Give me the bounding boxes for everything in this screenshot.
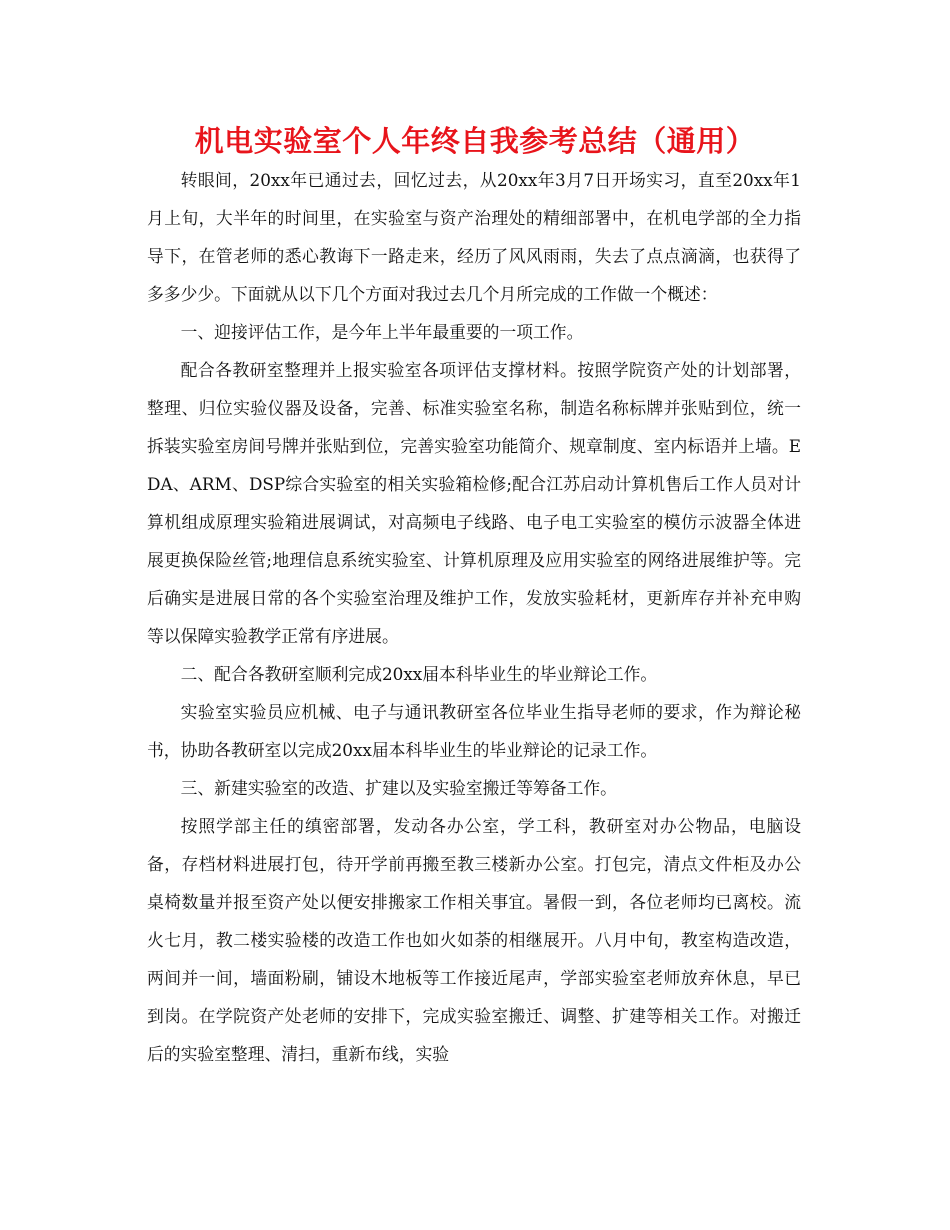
section-1-paragraph: 配合各教研室整理并上报实验室各项评估支撑材料。按照学院资产处的计划部署，整理、归位实验仪器及设备，完善、标准实验室名称，制造名称标牌并张贴到位，统一拆装实验室房间号牌并张贴到位，完善实验室功能简介、规章制度、室内标语并上墙。EDA、ARM、DSP综合实验室的相关实验箱检修;配合江苏启动计算机售后工作人员对计算机组成原理实验箱进展调试，对高频电子线路、电子电工实验室的模仿示波器全体进展更换保险丝管;地理信息系统实验室、计算机原理及应用实验室的网络进展维护等。完后确实是进展日常的各个实验室治理及维护工作，发放实验耗材，更新库存并补充申购等以保障实验教学正常有序进展。: [147, 360, 801, 646]
section-3-paragraph: 按照学部主任的缜密部署，发动各办公室，学工科，教研室对办公物品，电脑设备，存档材料进展打包，待开学前再搬至教三楼新办公室。打包完，清点文件柜及办公桌椅数量并报至资产处以便安排搬家工作相关事宜。暑假一到，各位老师均已离校。流火七月，教二楼实验楼的改造工作也如火如荼的相继展开。八月中旬，教室构造改造，两间并一间，墙面粉刷，铺设木地板等工作接近尾声，学部实验室老师放弃休息，早已到岗。在学院资产处老师的安排下，完成实验室搬迁、调整、扩建等相关工作。对搬迁后的实验室整理、清扫，重新布线，实验: [147, 816, 801, 1064]
section-heading-3: 三、新建实验室的改造、扩建以及实验室搬迁等筹备工作。: [180, 778, 617, 798]
section-2-paragraph: 实验室实验员应机械、电子与通讯教研室各位毕业生指导老师的要求，作为辩论秘书，协助各教研室以完成20xx届本科毕业生的毕业辩论的记录工作。: [147, 702, 801, 760]
document-title: 机电实验室个人年终自我参考总结（通用）: [194, 124, 756, 158]
document-body: [147, 161, 801, 1073]
intro-paragraph: 转眼间，20xx年已通过去，回忆过去，从20xx年3月7日开场实习，直至20xx年1月上旬，大半年的时间里，在实验室与资产治理处的精细部署中，在机电学部的全力指导下，在管老师的悉心教诲下一路走来，经历了风风雨雨，失去了点点滴滴，也获得了多多少少。下面就从以下几个方面对我过去几个月所完成的工作做一个概述：: [147, 170, 801, 304]
section-heading-2: 二、配合各教研室顺利完成20xx届本科毕业生的毕业辩论工作。: [180, 664, 658, 684]
section-heading-1: 一、迎接评估工作，是今年上半年最重要的一项工作。: [180, 322, 584, 342]
